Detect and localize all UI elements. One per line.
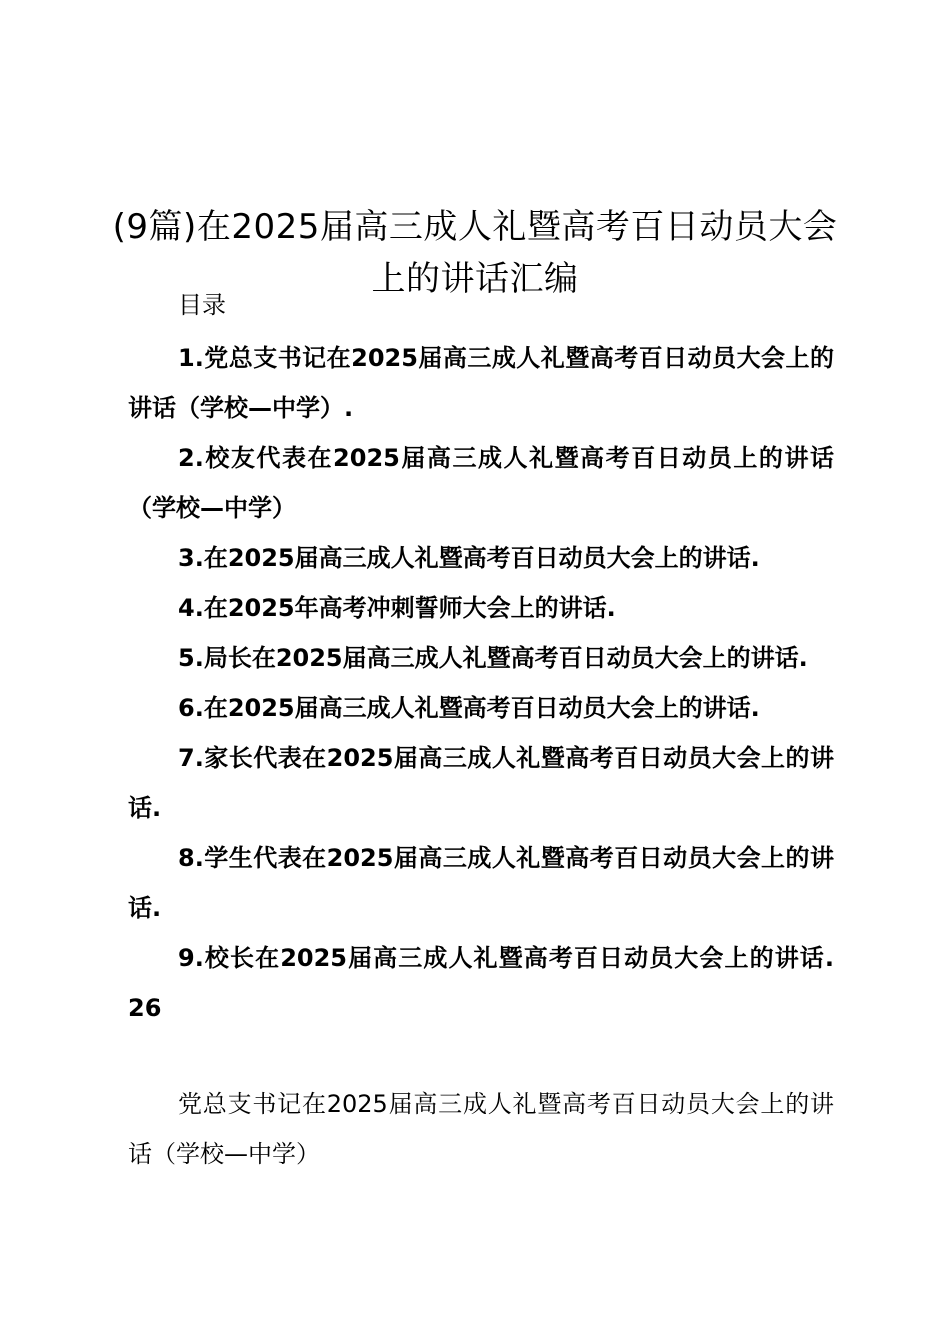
document-title: (9篇)在2025届高三成人礼暨高考百日动员大会上的讲话汇编 — [112, 206, 838, 299]
toc-item[interactable]: 9.校长在2025届高三成人礼暨高考百日动员大会上的讲话. 26 — [128, 944, 834, 1022]
toc-item[interactable]: 1.党总支书记在2025届高三成人礼暨高考百日动员大会上的讲话（学校—中学）. — [128, 344, 834, 422]
toc-item[interactable]: 8.学生代表在2025届高三成人礼暨高考百日动员大会上的讲话. — [128, 844, 834, 922]
toc-item[interactable]: 6.在2025届高三成人礼暨高考百日动员大会上的讲话. — [178, 694, 760, 722]
toc-item[interactable]: 4.在2025年高考冲刺誓师大会上的讲话. — [178, 594, 616, 622]
toc-item[interactable]: 5.局长在2025届高三成人礼暨高考百日动员大会上的讲话. — [178, 644, 808, 672]
toc-heading: 目录 — [178, 291, 226, 319]
toc-item[interactable]: 3.在2025届高三成人礼暨高考百日动员大会上的讲话. — [178, 544, 760, 572]
toc-item[interactable]: 7.家长代表在2025届高三成人礼暨高考百日动员大会上的讲话. — [128, 744, 834, 822]
table-of-contents — [128, 333, 834, 1033]
toc-item[interactable]: 2.校友代表在2025届高三成人礼暨高考百日动员上的讲话（学校—中学） — [128, 444, 834, 522]
section-heading: 党总支书记在2025届高三成人礼暨高考百日动员大会上的讲话（学校—中学） — [128, 1090, 834, 1168]
